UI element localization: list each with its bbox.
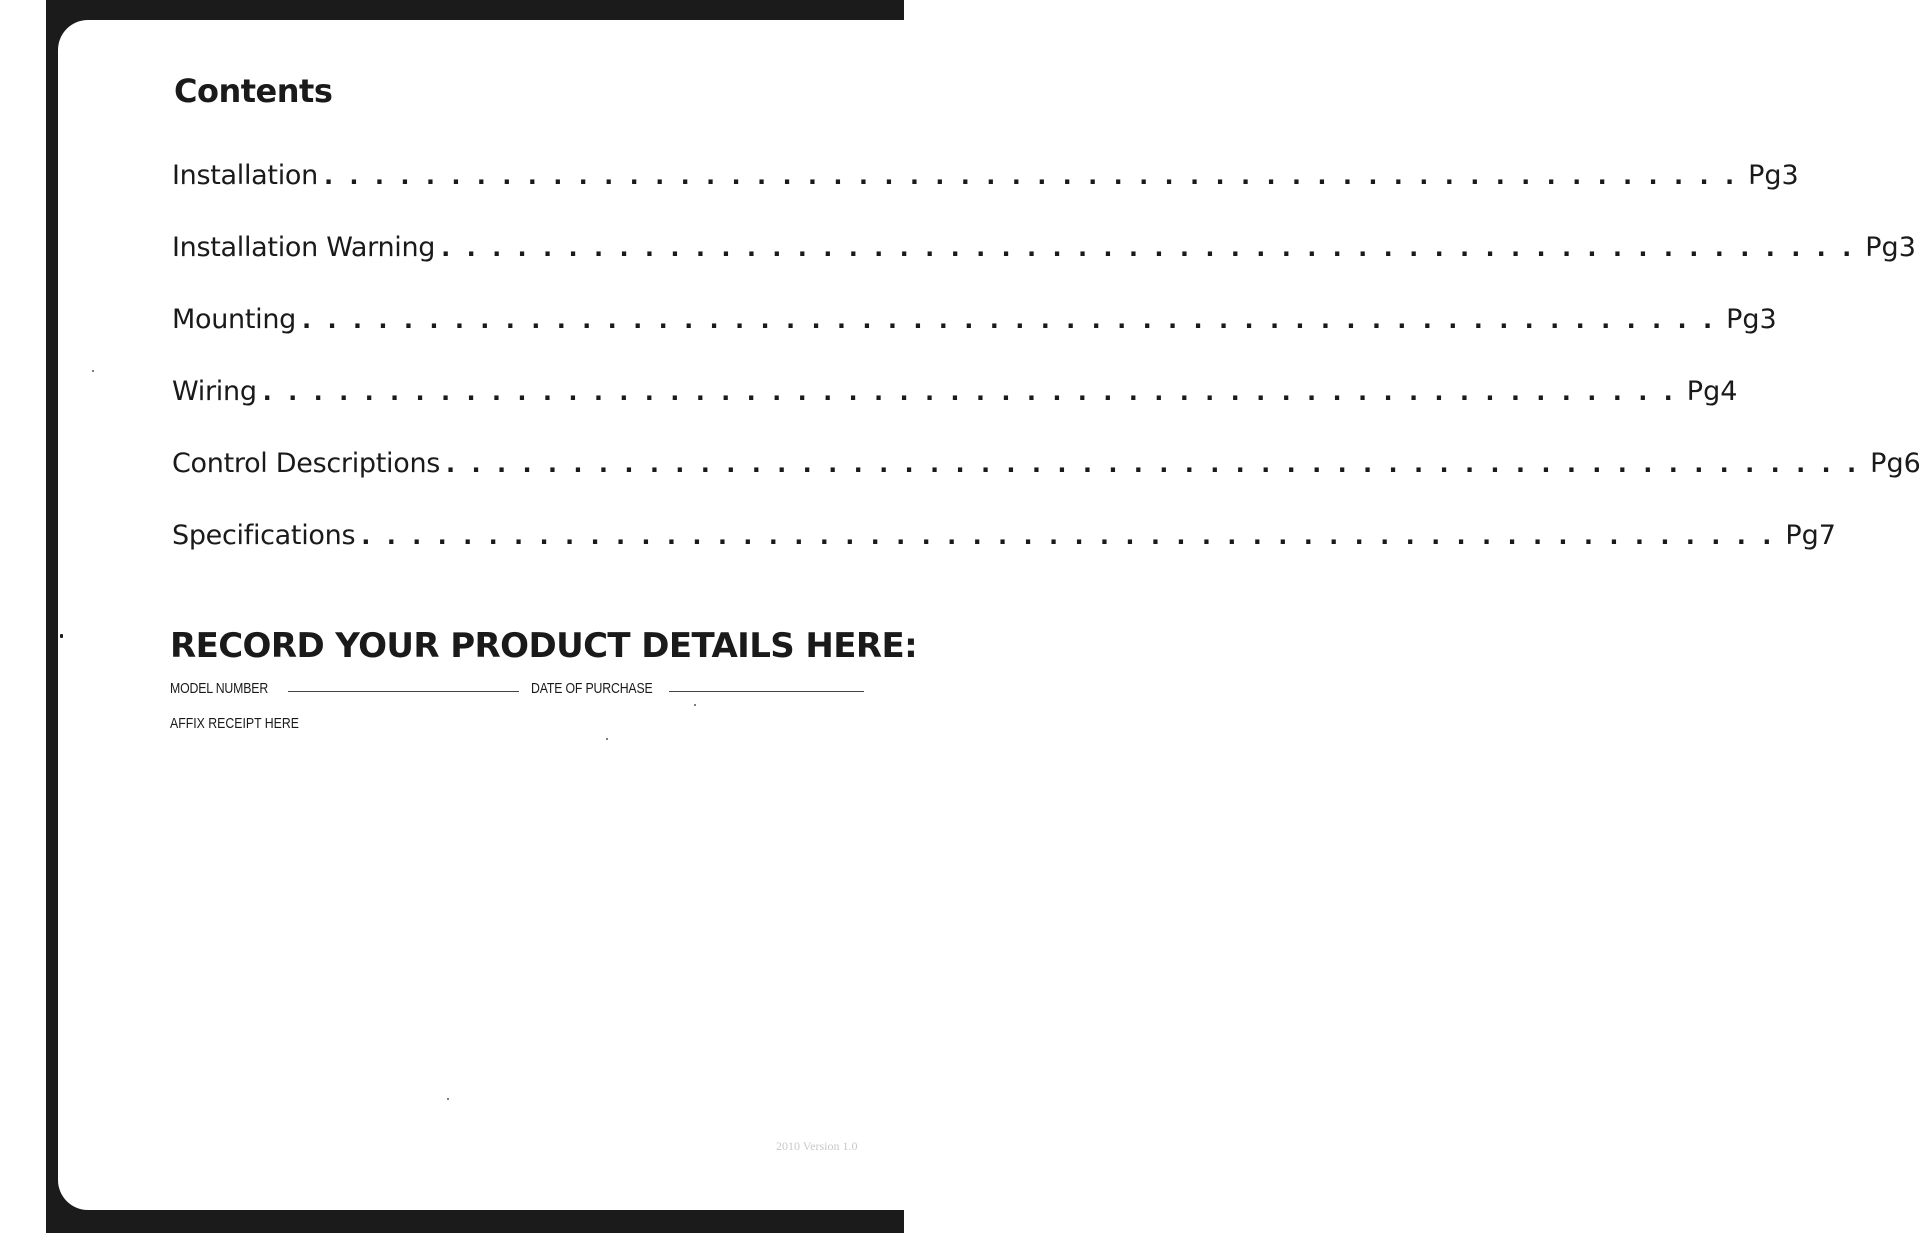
toc-pg-prefix: Pg xyxy=(1870,448,1904,479)
toc-item-installation xyxy=(172,160,1799,232)
toc-item-label: Installation xyxy=(172,160,318,191)
toc-page-ref xyxy=(1687,376,1738,407)
date-of-purchase-label: DATE OF PURCHASE xyxy=(531,680,653,697)
toc-leader-dots: . . . . . . . . . . . . . . . . . . . . . . . . . . . . . . . . . . . . . . . . . . . . . . . . . . . . . . . . xyxy=(301,306,1717,334)
version-note: 2010 Version 1.0 xyxy=(776,1139,858,1153)
toc-item-mounting xyxy=(172,304,1777,376)
contents-title: Contents xyxy=(174,72,333,110)
toc-page-ref xyxy=(1865,232,1916,263)
toc-item-wiring xyxy=(172,376,1738,448)
toc-pg-prefix: Pg xyxy=(1865,232,1899,263)
toc-leader-dots: . . . . . . . . . . . . . . . . . . . . . . . . . . . . . . . . . . . . . . . . . . . . . . . . . . . . . . . . xyxy=(323,162,1739,190)
toc-leader-dots: . . . . . . . . . . . . . . . . . . . . . . . . . . . . . . . . . . . . . . . . . . . . . . . . . . . . . . . . xyxy=(446,450,1861,478)
toc-item-installation-warning xyxy=(172,232,1916,304)
model-number-line xyxy=(288,691,520,692)
toc-page-ref xyxy=(1785,520,1836,551)
toc-page-number: 3 xyxy=(1781,160,1799,191)
print-speck xyxy=(60,634,63,638)
print-speck xyxy=(606,738,608,740)
toc-pg-prefix: Pg xyxy=(1686,376,1721,407)
toc-page-number: 6 xyxy=(1903,448,1921,479)
toc-item-specifications xyxy=(172,520,1836,592)
print-speck xyxy=(694,704,696,706)
affix-receipt-label: AFFIX RECEIPT HERE xyxy=(170,715,299,732)
toc-page-number: 4 xyxy=(1720,376,1738,407)
product-details-fields xyxy=(170,680,864,697)
toc-item-label: Installation Warning xyxy=(172,232,436,263)
table-of-contents xyxy=(172,160,1921,592)
toc-page-number: 7 xyxy=(1818,520,1836,551)
toc-page-number: 3 xyxy=(1759,304,1777,335)
toc-pg-prefix: Pg xyxy=(1726,304,1760,335)
toc-item-control-descriptions xyxy=(172,448,1921,520)
toc-pg-prefix: Pg xyxy=(1748,160,1782,191)
toc-page-ref xyxy=(1748,160,1799,191)
toc-leader-dots: . . . . . . . . . . . . . . . . . . . . . . . . . . . . . . . . . . . . . . . . . . . . . . . . . . . . . . . . xyxy=(262,378,1677,406)
model-number-label: MODEL NUMBER xyxy=(170,680,269,697)
print-speck xyxy=(447,1098,449,1100)
toc-item-label: Wiring xyxy=(172,376,257,407)
toc-item-label: Mounting xyxy=(172,304,296,335)
print-speck xyxy=(92,370,94,372)
record-details-heading: RECORD YOUR PRODUCT DETAILS HERE: xyxy=(170,626,918,666)
toc-pg-prefix: Pg xyxy=(1785,520,1819,551)
toc-page-ref xyxy=(1870,448,1921,479)
toc-leader-dots: . . . . . . . . . . . . . . . . . . . . . . . . . . . . . . . . . . . . . . . . . . . . . . . . . . . . . . . . xyxy=(361,522,1776,550)
toc-page-number: 3 xyxy=(1898,232,1916,263)
toc-item-label: Specifications xyxy=(172,520,356,551)
toc-leader-dots: . . . . . . . . . . . . . . . . . . . . . . . . . . . . . . . . . . . . . . . . . . . . . . . . . . . . . . . . xyxy=(441,234,1856,262)
toc-page-ref xyxy=(1726,304,1777,335)
date-of-purchase-line xyxy=(669,691,864,692)
toc-item-label: Control Descriptions xyxy=(172,448,441,479)
